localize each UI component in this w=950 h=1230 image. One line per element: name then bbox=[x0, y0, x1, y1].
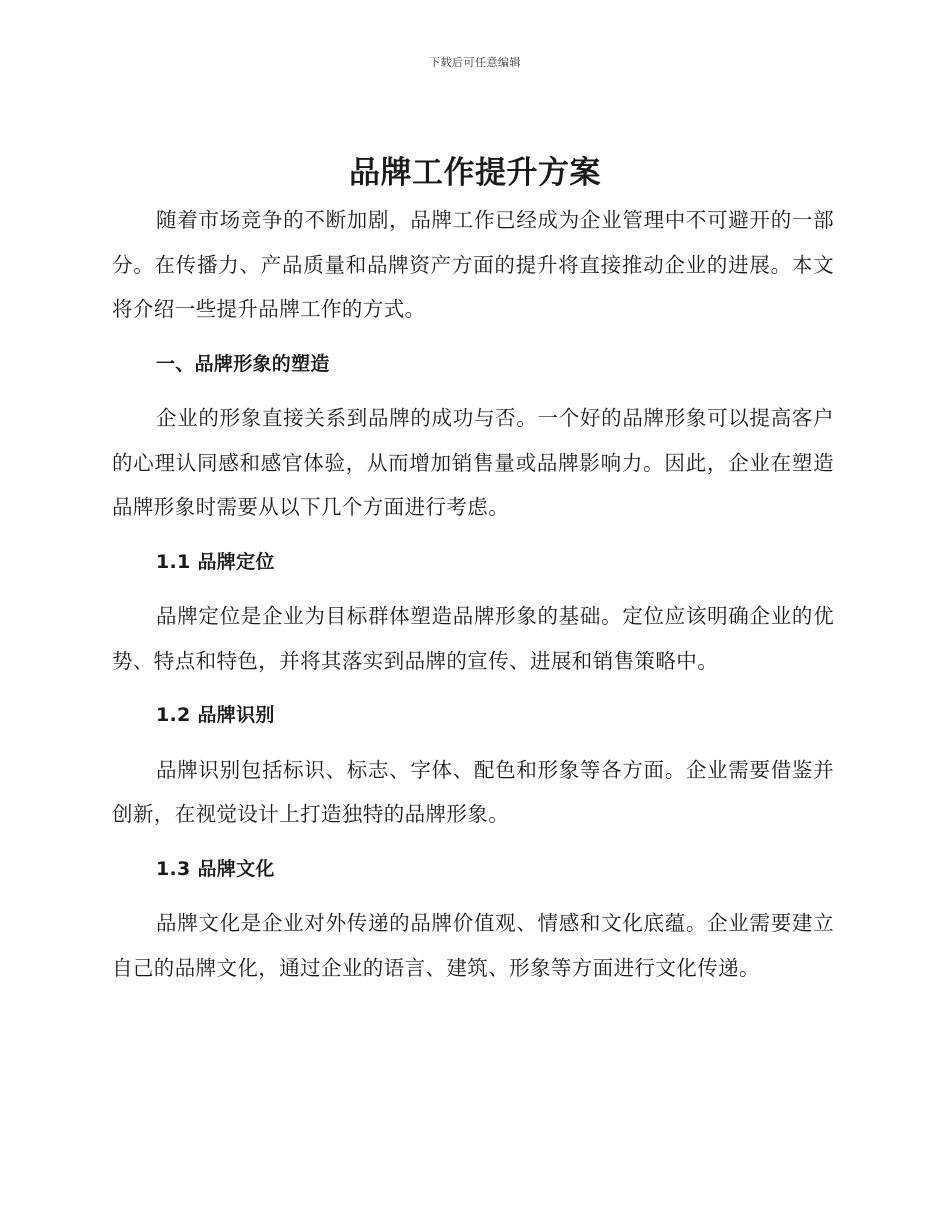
spacer bbox=[112, 683, 834, 693]
subheading-brand-identity: 1.2 品牌识别 bbox=[156, 704, 275, 726]
brand-culture-paragraph: 品牌文化是企业对外传递的品牌价值观、情感和文化底蕴。企业需要建立自己的品牌文化，通过企业的语言、建筑、形象等方面进行文化传递。 bbox=[112, 911, 834, 980]
brand-image-paragraph: 企业的形象直接关系到品牌的成功与否。一个好的品牌形象可以提高客户的心理认同感和感官体验，从而增加销售量或品牌影响力。因此，企业在塑造品牌形象时需要从以下几个方面进行考虑。 bbox=[112, 406, 834, 519]
subheading-brand-culture: 1.3 品牌文化 bbox=[156, 857, 275, 880]
spacer bbox=[112, 584, 834, 594]
brand-identity-paragraph: 品牌识别包括标识、标志、字体、配色和形象等各方面。企业需要借鉴并创新，在视觉设计上打造独特的品牌形象。 bbox=[112, 757, 834, 826]
document-body bbox=[112, 198, 834, 990]
spacer bbox=[112, 530, 834, 540]
spacer bbox=[112, 332, 834, 342]
section-heading-brand-image: 一、品牌形象的塑造 bbox=[156, 352, 330, 375]
intro-paragraph: 随着市场竞争的不断加剧，品牌工作已经成为企业管理中不可避开的一部分。在传播力、产品质量和品牌资产方面的提升将直接推动企业的进展。本文将介绍一些提升品牌工作的方式。 bbox=[112, 208, 834, 321]
brand-positioning-paragraph: 品牌定位是企业为目标群体塑造品牌形象的基础。定位应该明确企业的优势、特点和特色，并将其落实到品牌的宣传、进展和销售策略中。 bbox=[112, 604, 834, 673]
spacer bbox=[112, 837, 834, 847]
spacer bbox=[112, 386, 834, 396]
document-title: 品牌工作提升方案 bbox=[349, 155, 601, 191]
spacer bbox=[112, 738, 834, 748]
spacer bbox=[112, 891, 834, 901]
subheading-brand-positioning: 1.1 品牌定位 bbox=[156, 550, 275, 573]
header-note: 下载后可任意编辑 bbox=[429, 56, 521, 69]
